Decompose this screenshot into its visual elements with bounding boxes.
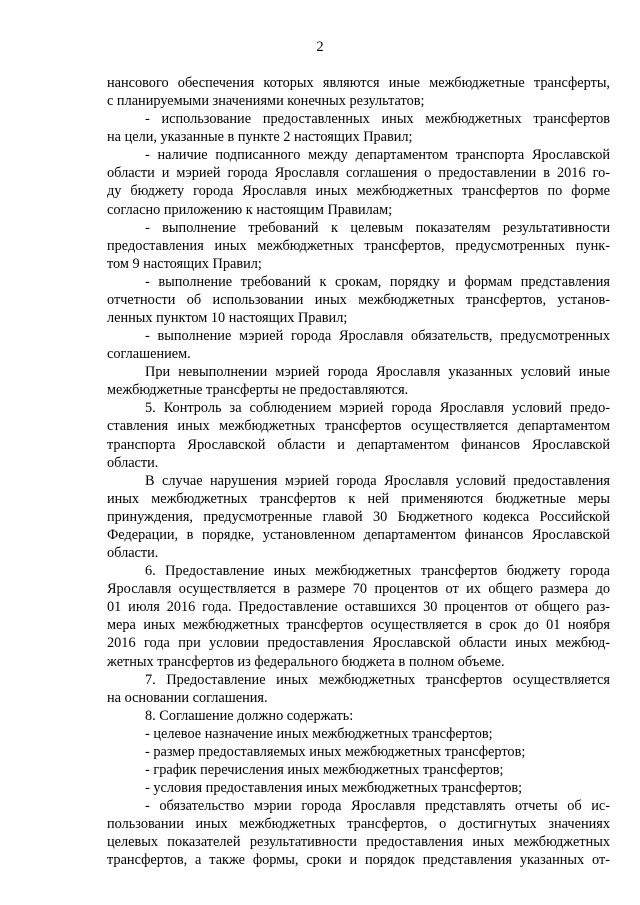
text-line: с планируемыми значениями конечных результатов;: [107, 93, 425, 110]
text-line: на основании соглашения.: [107, 689, 268, 706]
text-line: отчетности об использовании иных межбюджетных трансфертов, установ-: [107, 291, 610, 308]
text-line: - наличие подписанного между департаментом транспорта Ярославской: [145, 147, 610, 164]
text-line: - выполнение требований к срокам, порядку и формам представления: [145, 273, 610, 290]
text-line: предоставления иных межбюджетных трансфертов, предусмотренных пунк-: [107, 237, 610, 254]
text-line: жетных трансфертов из федерального бюджета в полном объеме.: [107, 653, 505, 670]
text-line: согласно приложению к настоящим Правилам;: [107, 201, 393, 218]
text-line: - выполнение мэрией города Ярославля обязательств, предусмотренных: [145, 328, 610, 345]
text-line: - условия предоставления иных межбюджетных трансфертов;: [145, 780, 523, 797]
text-line: на цели, указанные в пункте 2 настоящих Правил;: [107, 129, 413, 146]
text-line: - целевое назначение иных межбюджетных трансфертов;: [145, 725, 493, 742]
text-line: принуждения, предусмотренные главой 30 Бюджетного кодекса Российской: [107, 508, 610, 525]
text-line: мера иных межбюджетных трансфертов осуществляется в срок до 01 ноября: [107, 617, 610, 634]
text-line: пользовании иных межбюджетных трансфертов, о достигнутых значениях: [107, 816, 610, 833]
text-line: - размер предоставляемых иных межбюджетных трансфертов;: [145, 743, 526, 760]
text-line: ду бюджету города Ярославля иных межбюджетных трансфертов по форме: [107, 183, 610, 200]
text-line: При невыполнении мэрией города Ярославля указанных условий иные: [145, 364, 610, 381]
text-line: ленных пунктом 10 настоящих Правил;: [107, 310, 348, 327]
text-line: ставления иных межбюджетных трансфертов осуществляется департаментом: [107, 418, 610, 435]
text-line: целевых показателей результативности предоставления иных межбюджетных: [107, 834, 610, 851]
text-line: том 9 настоящих Правил;: [107, 255, 262, 272]
text-line: области.: [107, 545, 159, 562]
text-line: 2016 года при условии предоставления Ярославской области иных межбюд-: [107, 635, 610, 652]
text-line: соглашением.: [107, 346, 191, 363]
text-line: области и мэрией города Ярославля соглашения о предоставлении в 2016 го-: [107, 165, 610, 182]
text-line: транспорта Ярославской области и департаментом финансов Ярославской: [107, 436, 610, 453]
text-line: области.: [107, 454, 159, 471]
text-line: 8. Соглашение должно содержать:: [145, 707, 354, 724]
text-line: Федерации, в порядке, установленном департаментом финансов Ярославской: [107, 526, 610, 543]
text-line: межбюджетные трансферты не предоставляются.: [107, 382, 409, 399]
text-line: нансового обеспечения которых являются иные межбюджетные трансферты,: [107, 75, 610, 91]
text-line: 7. Предоставление иных межбюджетных трансфертов осуществляется: [145, 671, 610, 688]
text-line: - использование предоставленных иных межбюджетных трансфертов: [145, 111, 610, 128]
text-line: иных межбюджетных трансфертов к ней применяются бюджетные меры: [107, 490, 610, 507]
text-line: 6. Предоставление иных межбюджетных трансфертов бюджету города: [145, 563, 610, 580]
text-line: 5. Контроль за соблюдением мэрией города Ярославля условий предо-: [145, 400, 610, 417]
text-line: В случае нарушения мэрией города Ярославля условий предоставления: [145, 472, 610, 489]
page-number: 2: [316, 39, 324, 55]
text-line: Ярославля осуществляется в размере 70 процентов от их общего размера до: [107, 581, 610, 598]
text-line: - обязательство мэрии города Ярославля представлять отчеты об ис-: [145, 798, 610, 815]
text-line: - выполнение требований к целевым показателям результативности: [145, 219, 610, 236]
text-line: 01 июля 2016 года. Предоставление оставшихся 30 процентов от общего раз-: [107, 599, 610, 616]
text-line: - график перечисления иных межбюджетных трансфертов;: [145, 761, 504, 778]
document-body: [107, 74, 610, 869]
text-line: трансфертов, а также формы, сроки и порядок представления указанных от-: [107, 852, 610, 869]
